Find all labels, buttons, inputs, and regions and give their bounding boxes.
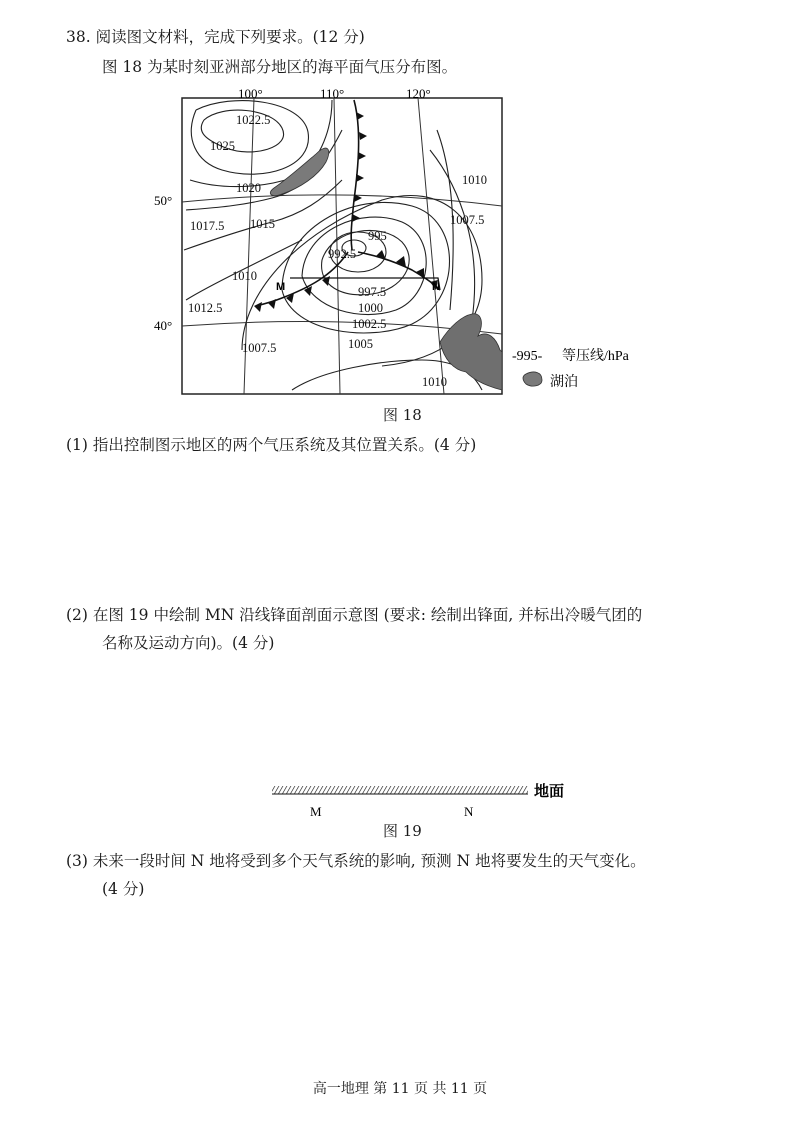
- question-header: 38. 阅读图文材料，完成下列要求。(12 分): [66, 28, 365, 46]
- ground-m-label: M: [310, 804, 322, 819]
- pressure-map-svg: [154, 86, 642, 396]
- question-1: (1) 指出控制图示地区的两个气压系统及其位置关系。(4 分): [66, 436, 477, 454]
- figure18-caption: 图 18: [383, 406, 422, 424]
- page-footer: 高一地理 第 11 页 共 11 页: [312, 1081, 488, 1097]
- figure19-caption: 图 19: [383, 822, 422, 840]
- ground-svg: [270, 780, 600, 820]
- question-intro: 图 18 为某时刻亚洲部分地区的海平面气压分布图。: [102, 58, 458, 76]
- isobar-label: 1020: [236, 181, 261, 195]
- question-3-line1: (3) 未来一段时间 N 地将受到多个天气系统的影响, 预测 N 地将要发生的天气变化。: [66, 852, 646, 870]
- isobar-label: 995: [368, 229, 387, 243]
- isobar-label: 1010: [232, 269, 257, 283]
- legend-isobar-sample: -995-: [512, 349, 543, 364]
- isobar-label: 1015: [250, 217, 275, 231]
- question-2-line1: (2) 在图 19 中绘制 MN 沿线锋面剖面示意图 (要求: 绘制出锋面, 并标出冷暖气团的: [66, 606, 643, 624]
- pressure-map: [154, 86, 642, 396]
- point-n-label: N: [432, 281, 440, 293]
- legend-lake-text: 湖泊: [550, 375, 578, 390]
- isobar-label: 1002.5: [352, 317, 387, 331]
- lon-label-120: 120°: [406, 86, 431, 101]
- lon-label-110: 110°: [320, 86, 345, 101]
- question-3-line2: (4 分): [102, 880, 145, 898]
- isobar-label: 1010: [422, 375, 447, 389]
- isobar-label: 1022.5: [236, 113, 271, 127]
- isobar-label: 1017.5: [190, 219, 225, 233]
- point-m-label: M: [276, 281, 286, 293]
- isobar-label: 1007.5: [242, 341, 277, 355]
- ground-hatching: [272, 786, 528, 794]
- isobar-label: 1025: [210, 139, 235, 153]
- isobar-label: 997.5: [358, 285, 387, 299]
- lat-label-50: 50°: [154, 193, 173, 208]
- isobar-label: 1000: [358, 301, 383, 315]
- isobar-label: 1010: [462, 173, 487, 187]
- lat-label-40: 40°: [154, 318, 173, 333]
- ground-diagram: [270, 780, 600, 820]
- legend-lake-swatch: [523, 372, 542, 386]
- isobar-label: 1012.5: [188, 301, 223, 315]
- lon-label-100: 100°: [238, 86, 263, 101]
- question-2-line2: 名称及运动方向)。(4 分): [102, 634, 275, 652]
- isobar-label: 1005: [348, 337, 373, 351]
- ground-label: 地面: [534, 784, 565, 800]
- isobar-label: 1007.5: [450, 213, 485, 227]
- legend-isobar-text: 等压线/hPa: [562, 349, 629, 364]
- isobar-label: 992.5: [328, 247, 357, 261]
- ground-n-label: N: [464, 804, 474, 819]
